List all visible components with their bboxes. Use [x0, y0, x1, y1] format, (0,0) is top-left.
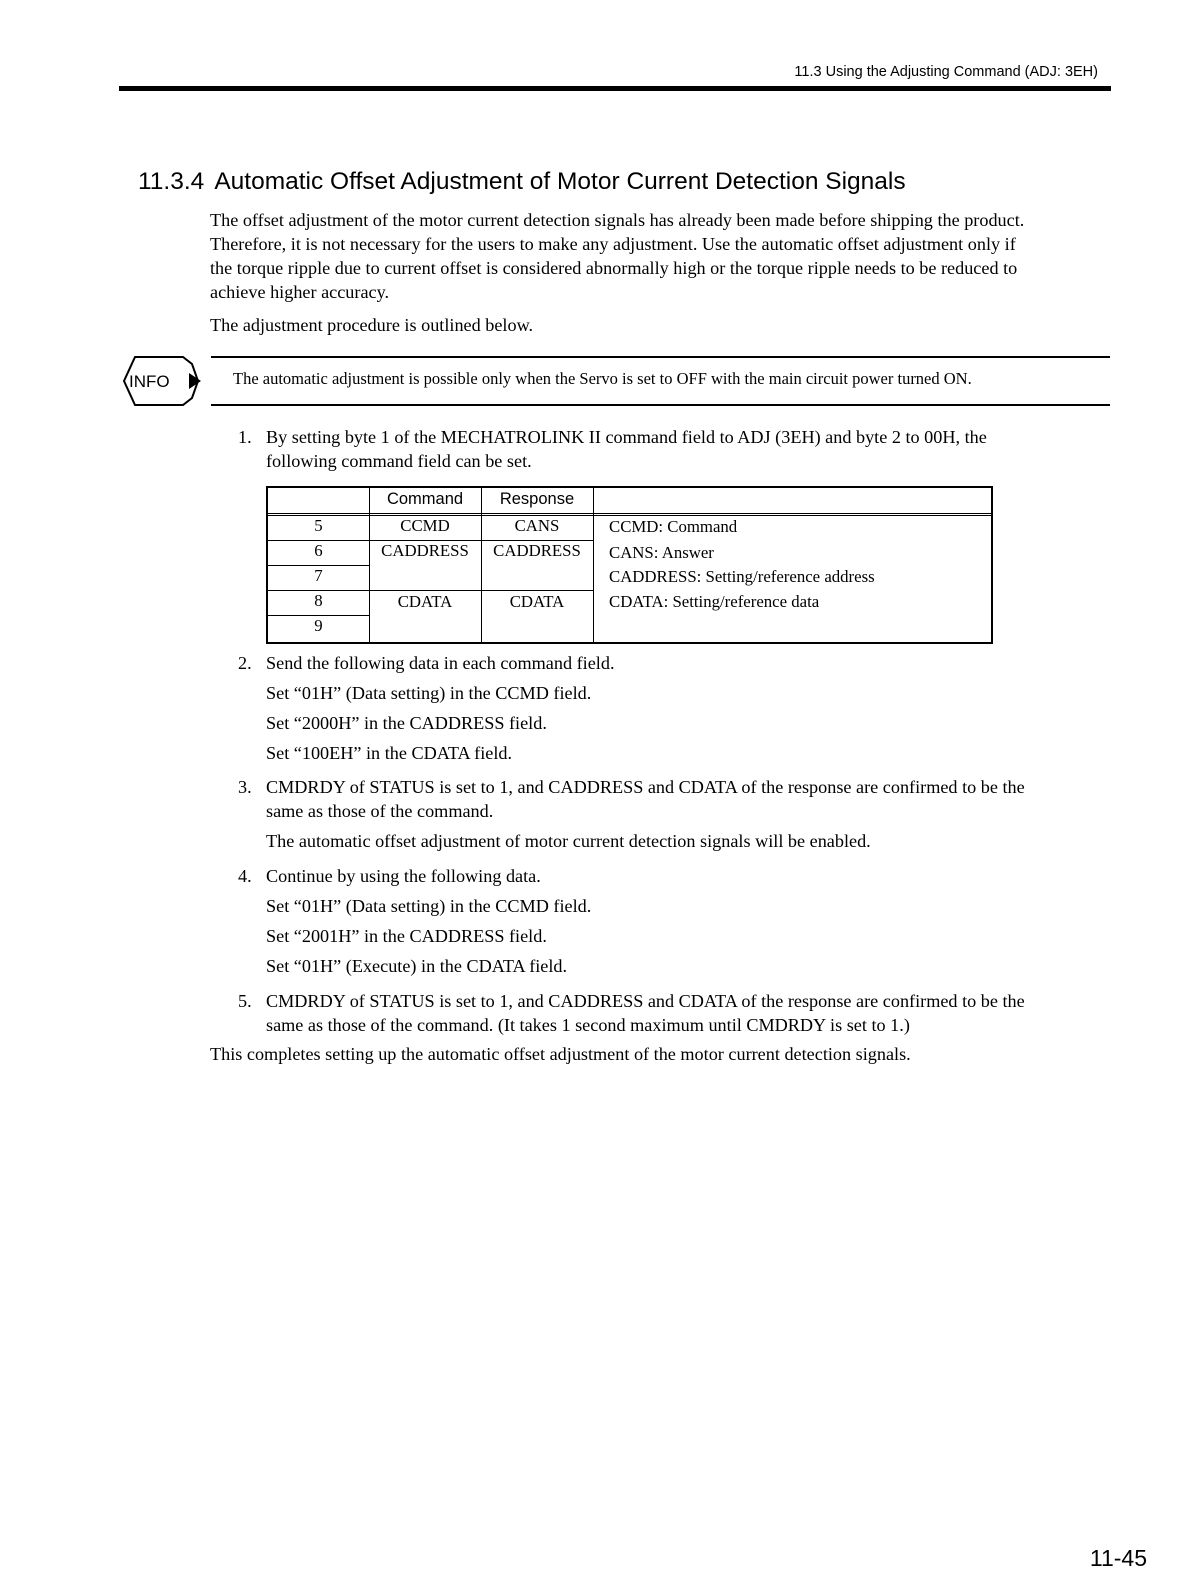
table-row-rule [369, 590, 593, 591]
step-subline: Set “01H” (Data setting) in the CCMD field. [266, 896, 592, 916]
info-icon-label: INFO [129, 372, 170, 391]
intro-line: achieve higher accuracy. [210, 282, 390, 302]
byte-number: 9 [314, 616, 323, 635]
table-divider [593, 488, 594, 642]
step-line: same as those of the command. [266, 801, 494, 821]
running-header: 11.3 Using the Adjusting Command (ADJ: 3EH) [794, 64, 1098, 80]
intro-line: Therefore, it is not necessary for the users to make any adjustment. Use the automatic offset adjustment only if [210, 234, 1016, 254]
response-cans: CANS [514, 516, 560, 535]
legend-cdata: CDATA: Setting/reference data [609, 592, 820, 611]
step-3 [238, 775, 1113, 851]
intro-line: the torque ripple due to current offset is considered abnormally high or the torque ripple needs to be reduced to [210, 258, 1018, 278]
header-command: Command [386, 490, 464, 508]
step-number: 5. [238, 991, 252, 1011]
info-icon [123, 356, 205, 406]
step-subline: Set “2001H” in the CADDRESS field. [266, 926, 547, 946]
byte-number: 5 [314, 516, 323, 535]
step-line: Send the following data in each command field. [266, 653, 615, 673]
command-field-table [266, 486, 993, 644]
section-title-text: Automatic Offset Adjustment of Motor Current Detection Signals [214, 168, 906, 195]
info-text: The automatic adjustment is possible only when the Servo is set to OFF with the main circuit power turned ON. [233, 369, 972, 388]
header-response: Response [499, 490, 575, 508]
legend-cans: CANS: Answer [609, 543, 714, 562]
step-line: CMDRDY of STATUS is set to 1, and CADDRESS and CDATA of the response are confirmed to be the [266, 991, 1025, 1011]
step-1 [238, 425, 1113, 473]
byte-number: 8 [314, 591, 323, 610]
table-header-rule [268, 513, 991, 514]
step-line: same as those of the command. (It takes 1 second maximum until CMDRDY is set to 1.) [266, 1015, 910, 1035]
step-number: 4. [238, 866, 252, 886]
table-divider [369, 488, 370, 642]
section-number: 11.3.4 [138, 168, 205, 195]
response-caddress: CADDRESS [493, 541, 581, 560]
intro-line: The offset adjustment of the motor current detection signals has already been made before shipping the product. [210, 210, 1025, 230]
closing-paragraph: This completes setting up the automatic offset adjustment of the motor current detection signals. [210, 1044, 911, 1064]
command-caddress: CADDRESS [381, 541, 469, 560]
step-line: following command field can be set. [266, 451, 532, 471]
step-number: 3. [238, 777, 252, 797]
step-line: By setting byte 1 of the MECHATROLINK II command field to ADJ (3EH) and byte 2 to 00H, the [266, 427, 987, 447]
step-subline: Set “01H” (Execute) in the CDATA field. [266, 956, 568, 976]
step-number: 2. [238, 653, 252, 673]
page-number: 11-45 [1089, 1545, 1147, 1571]
step-subline: Set “01H” (Data setting) in the CCMD field. [266, 683, 592, 703]
legend-caddress: CADDRESS: Setting/reference address [609, 567, 875, 586]
step-4 [238, 864, 1113, 976]
response-cdata: CDATA [509, 592, 565, 611]
step-number: 1. [238, 427, 252, 447]
byte-number: 7 [314, 566, 323, 585]
step-line: CMDRDY of STATUS is set to 1, and CADDRESS and CDATA of the response are confirmed to be the [266, 777, 1025, 797]
step-subline: The automatic offset adjustment of motor current detection signals will be enabled. [266, 831, 871, 851]
legend-ccmd: CCMD: Command [609, 517, 738, 536]
byte-number: 6 [314, 541, 323, 560]
command-ccmd: CCMD [400, 516, 450, 535]
step-subline: Set “100EH” in the CDATA field. [266, 743, 513, 763]
table-divider [481, 488, 482, 642]
procedure-lead: The adjustment procedure is outlined below. [210, 315, 534, 335]
step-subline: Set “2000H” in the CADDRESS field. [266, 713, 547, 733]
command-cdata: CDATA [397, 592, 453, 611]
step-line: Continue by using the following data. [266, 866, 541, 886]
step-5 [238, 989, 1113, 1037]
step-2 [238, 651, 1113, 763]
